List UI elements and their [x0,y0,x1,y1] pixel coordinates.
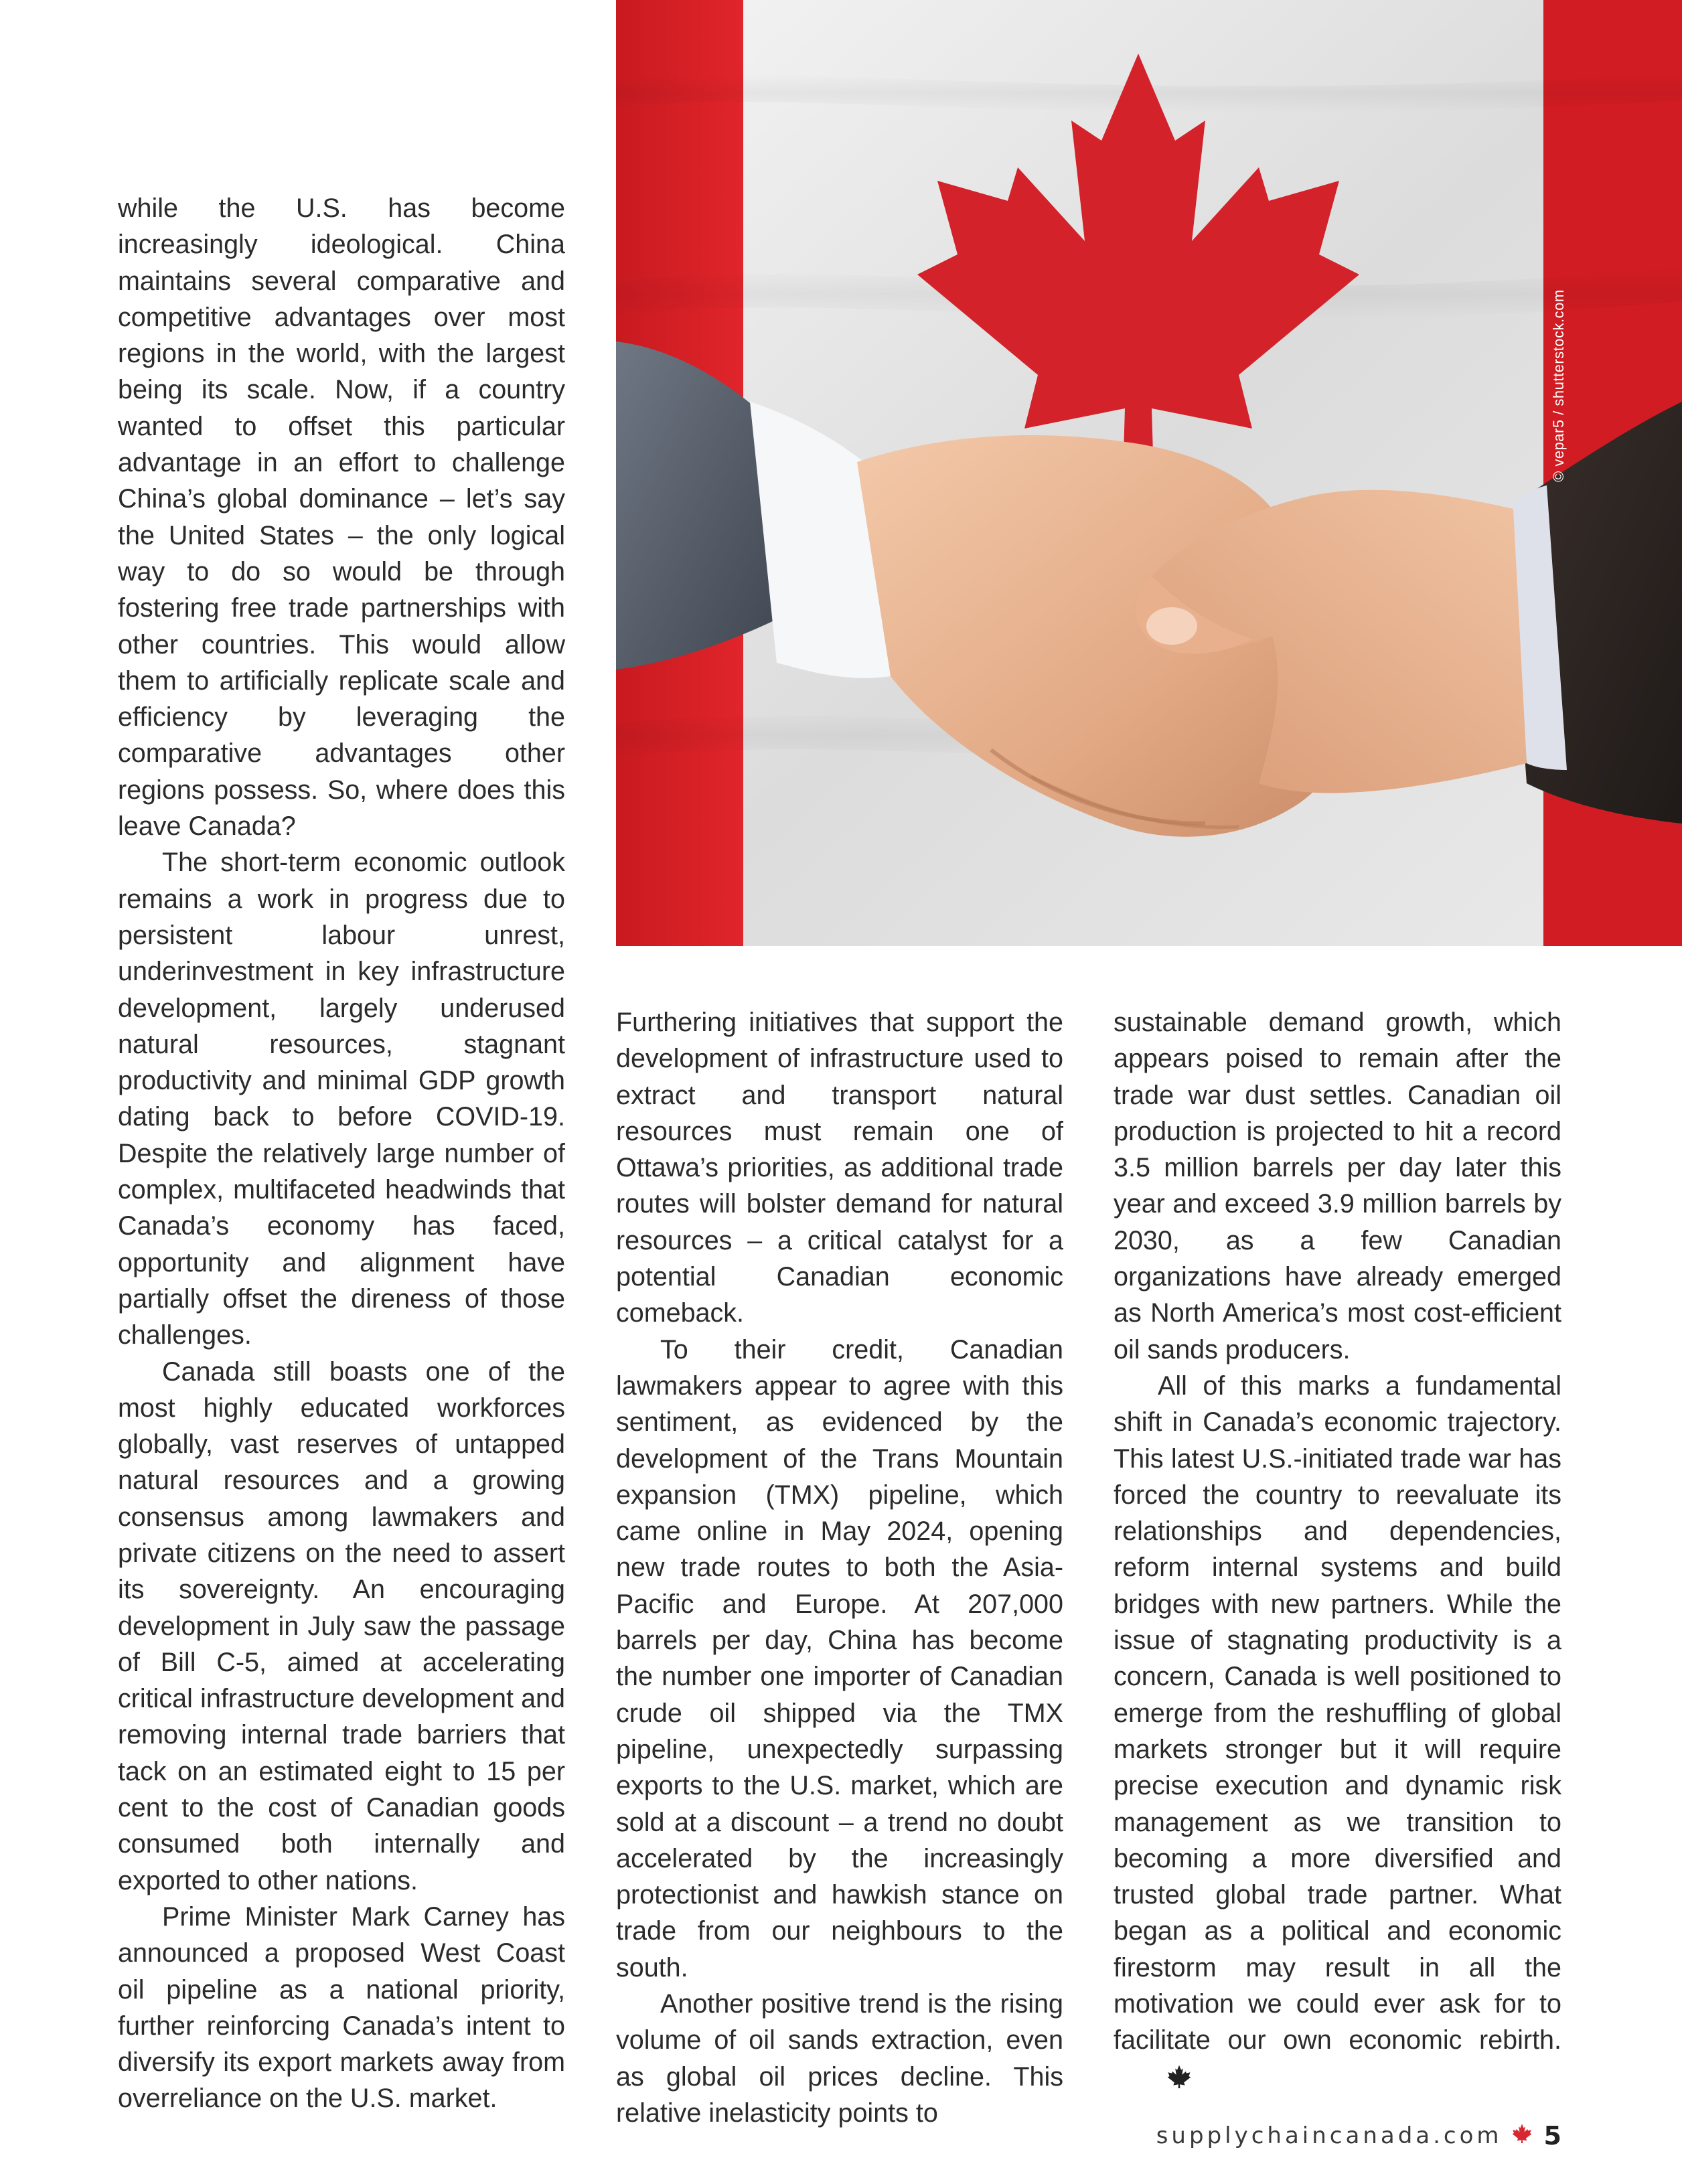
footer-website: supplychaincanada.com [1156,2122,1503,2149]
maple-leaf-icon [1512,2122,1532,2149]
page-footer [1156,2121,1561,2151]
paragraph: The short-term economic outlook remains a work in progress due to persistent labour unrest, underinvestment in key infrastructure development, largely underused natural resources, stagnant productivity and minimal GDP growth dating back to before COVID-19. Despite the relatively large number of complex, multifaceted headwinds that Canada’s economy has faced, opportunity and alignment have partially offset the direness of those challenges. [118,848,565,1350]
article-column-1 [118,190,565,2117]
page-number: 5 [1543,2121,1561,2151]
paragraph: Another positive trend is the rising volume of oil sands extraction, even as global oil prices decline. This relative inelasticity points to [616,1989,1063,2128]
paragraph: Prime Minister Mark Carney has announced a proposed West Coast oil pipeline as a national priority, further reinforcing Canada’s intent to diversify its export markets away from overreliance on the U.S. market. [118,1901,565,2114]
hero-photo [616,0,1682,946]
paragraph-text: All of this marks a fundamental shift in Canada’s economic trajectory. This latest U.S.-initiated trade war has forced the country to reevaluate its relationships and dependencies, reform internal systems and build bridges with new partners. While the issue of stagnating productivity is a concern, Canada is well positioned to emerge from the reshuffling of global markets stronger but it will require precise execution and dynamic risk management as we transition to becoming a more diversified and trusted global trade partner. What began as a political and economic firestorm may result in all the motivation we could ever ask for to facilitate our own economic rebirth. [1114,1371,1561,2055]
photo-credit: © vepar5 / shutterstock.com [1550,289,1567,482]
thumbnail [1146,607,1197,645]
paragraph: Canada still boasts one of the most highly educated workforces globally, vast reserves of untapped natural resources and a growing consensus among lawmakers and private citizens on the need to assert its sovereignty. An encouraging development in July saw the passage of Bill C-5, aimed at accelerating critical infrastructure development and removing internal trade barriers that tack on an estimated eight to 15 per cent to the cost of Canadian goods consumed both internally and exported to other nations. [118,1356,565,1895]
article-column-3 [1114,1004,1561,2098]
paragraph: while the U.S. has become increasingly ideological. China maintains several comparative and competitive advantages over most regions in the world, with the largest being its scale. Now, if a country wanted to offset this particular advantage in an effort to challenge China’s global dominance – let’s say the United States – the only logical way to do so would be through fostering free trade partnerships with other countries. This would allow them to artificially replicate scale and efficiency by leveraging the comparative advantages other regions possess. So, where does this leave Canada? [118,193,565,842]
paragraph: To their credit, Canadian lawmakers appear to agree with this sentiment, as evidenced by the development of the Trans Mountain expansion (TMX) pipeline, which came online in May 2024, opening new trade routes to both the Asia-Pacific and Europe. At 207,000 barrels per day, China has become the number one importer of Canadian crude oil shipped via the TMX pipeline, unexpectedly surpassing exports to the U.S. market, which are sold at a discount – a trend no doubt accelerated by the increasingly protectionist and hawkish stance on trade from our neighbours to the south. [616,1334,1063,1982]
maple-leaf-icon [1123,2061,1191,2098]
paragraph [1114,1368,1561,2098]
article-column-2 [616,1004,1063,2131]
flag-handshake-illustration [616,0,1682,946]
paragraph: Furthering initiatives that support the development of infrastructure used to extract and transport natural resources must remain one of Ottawa’s priorities, as additional trade routes will bolster demand for natural resources – a critical catalyst for a potential Canadian economic comeback. [616,1008,1063,1328]
paragraph: sustainable demand growth, which appears poised to remain after the trade war dust settles. Canadian oil production is projected to hit a record 3.5 million barrels per day later this year and exceed 3.9 million barrels by 2030, as a few Canadian organizations have already emerged as North America’s most cost-efficient oil sands producers. [1114,1008,1561,1364]
